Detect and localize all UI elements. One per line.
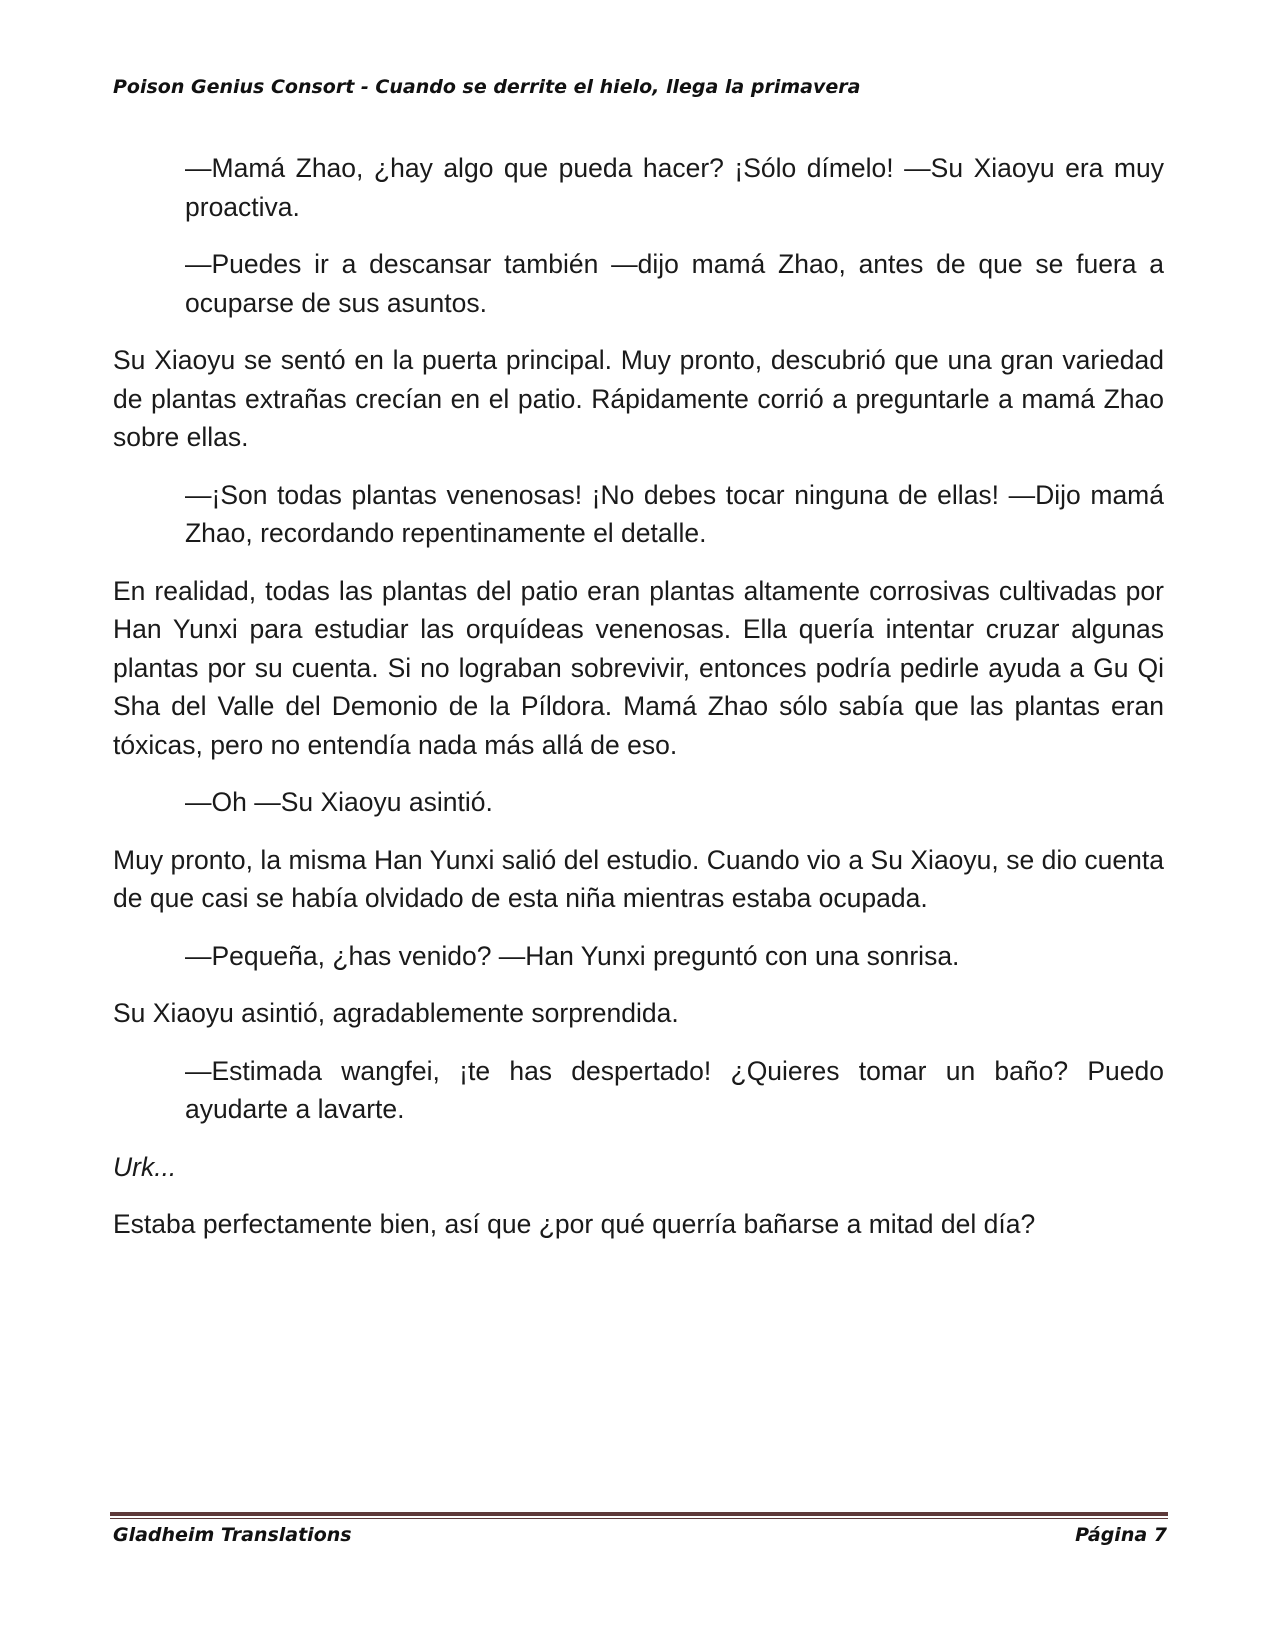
paragraph-8: —Pequeña, ¿has venido? —Han Yunxi preguntó con una sonrisa. (185, 940, 960, 971)
footer-publisher: Gladheim Translations (113, 1524, 352, 1546)
paragraph-12: Estaba perfectamente bien, así que ¿por qué querría bañarse a mitad del día? (113, 1209, 1036, 1239)
paragraph-2: —Puedes ir a descansar también —dijo mamá Zhao, antes de que se fuera a ocuparse de sus asuntos. (185, 249, 1164, 318)
paragraph-11: Urk... (113, 1151, 177, 1182)
running-header: Poison Genius Consort - Cuando se derrite el hielo, llega la primavera (113, 76, 861, 98)
paragraph-1: —Mamá Zhao, ¿hay algo que pueda hacer? ¡Sólo dímelo! —Su Xiaoyu era muy proactiva. (185, 153, 1164, 222)
paragraph-10: —Estimada wangfei, ¡te has despertado! ¿Quieres tomar un baño? Puedo ayudarte a lavarte. (185, 1055, 1164, 1124)
footer-rule (110, 1512, 1168, 1516)
paragraph-3: Su Xiaoyu se sentó en la puerta principal. Muy pronto, descubrió que una gran variedad de plantas extrañas crecían en el patio. Rápidamente corrió a preguntarle a mamá Zhao sobre ellas. (113, 345, 1164, 452)
paragraph-7: Muy pronto, la misma Han Yunxi salió del estudio. Cuando vio a Su Xiaoyu, se dio cuenta de que casi se había olvidado de esta niña mientras estaba ocupada. (113, 844, 1164, 913)
paragraph-9: Su Xiaoyu asintió, agradablemente sorprendida. (113, 998, 679, 1028)
footer-page-number: Página 7 (1075, 1524, 1167, 1546)
paragraph-5: En realidad, todas las plantas del patio eran plantas altamente corrosivas cultivadas por Han Yunxi para estudiar las orquídeas venenosas. Ella quería intentar cruzar algunas plantas por su cuenta. Si no lograban sobrevivir, entonces podría pedirle ayuda a Gu Qi Sha del Valle del Demonio de la Píldora. Mamá Zhao sólo sabía que las plantas eran tóxicas, pero no entendía nada más allá de eso. (113, 575, 1164, 760)
paragraph-6: —Oh —Su Xiaoyu asintió. (185, 787, 493, 817)
footer-rule-thin (110, 1518, 1168, 1519)
paragraph-4: —¡Son todas plantas venenosas! ¡No debes tocar ninguna de ellas! —Dijo mamá Zhao, recordando repentinamente el detalle. (185, 479, 1164, 548)
body-text (113, 149, 1164, 1263)
